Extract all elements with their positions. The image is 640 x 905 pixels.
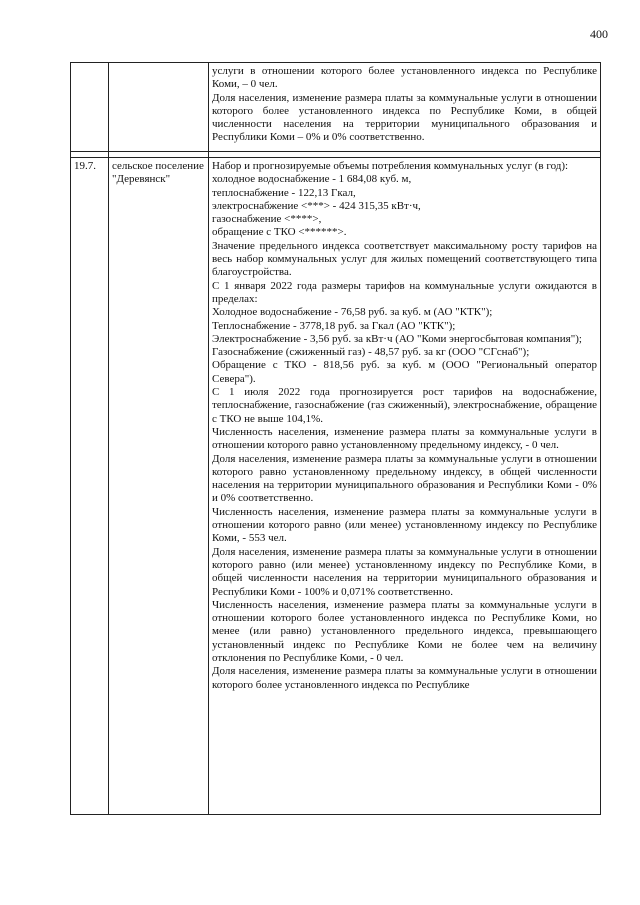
paragraph: обращение с ТКО <******>.	[212, 226, 347, 239]
settlement-cell	[109, 63, 209, 152]
paragraph: Электроснабжение - 3,56 руб. за кВт·ч (АО "Коми энергосбытовая компания");	[212, 332, 582, 345]
table-row	[71, 158, 601, 815]
paragraph: Обращение с ТКО - 818,56 руб. за куб. м (ООО "Региональный оператор Севера").	[212, 359, 597, 385]
paragraph: Холодное водоснабжение - 76,58 руб. за куб. м (АО "КТК");	[212, 306, 493, 319]
paragraph: Значение предельного индекса соответствует максимальному росту тарифов на весь набор коммунальных услуг для жилых помещений соответствующего типа благоустройства.	[212, 239, 597, 279]
table-row	[71, 63, 601, 152]
paragraph: Доля населения, изменение размера платы за коммунальные услуги в отношении которого более установленного индекса по Республике Коми, в общей численности населения на территории муниципального образования и Республики Коми – 0% и 0% соответственно.	[212, 91, 597, 144]
settlement-cell: сельское поселение "Деревянск"	[109, 158, 209, 815]
content-cell	[209, 63, 601, 152]
paragraph: электроснабжение <***> - 424 315,35 кВт·ч,	[212, 199, 421, 212]
paragraph: Численность населения, изменение размера платы за коммунальные услуги в отношении которого равно установленному предельному индексу, - 0 чел.	[212, 425, 597, 452]
paragraph: Численность населения, изменение размера платы за коммунальные услуги в отношении которого равно (или менее) установленному индексу по Республике Коми, - 553 чел.	[212, 505, 597, 545]
paragraph: Набор и прогнозируемые объемы потребления коммунальных услуг (в год):	[212, 160, 569, 172]
row-number-cell	[71, 63, 109, 152]
paragraph: газоснабжение <****>,	[212, 213, 322, 226]
paragraph: С 1 июля 2022 года прогнозируется рост тарифов на водоснабжение, теплоснабжение, газоснабжение (газ сжиженный), электроснабжение, обращение с ТКО не выше 104,1%.	[212, 386, 597, 425]
paragraph: Доля населения, изменение размера платы за коммунальные услуги в отношении которого более установленного индекса по Республике	[212, 665, 597, 691]
content-cell	[209, 158, 601, 815]
paragraph: холодное водоснабжение - 1 684,08 куб. м,	[212, 173, 412, 186]
document-table	[70, 62, 601, 815]
paragraph: теплоснабжение - 122,13 Гкал,	[212, 186, 356, 199]
paragraph: Доля населения, изменение размера платы за коммунальные услуги в отношении которого равно (или менее) установленному индексу по Республике Коми, в общей численности населения на территории муниципального образования и Республики Коми - 100% и 0,071% соответственно.	[212, 545, 597, 598]
row-number-cell: 19.7.	[71, 158, 109, 815]
paragraph: Газоснабжение (сжиженный газ) - 48,57 руб. за кг (ООО "СГснаб");	[212, 346, 530, 359]
page-number: 400	[590, 27, 608, 41]
paragraph: услуги в отношении которого более установленного индекса по Республике Коми, – 0 чел.	[212, 65, 597, 91]
paragraph: Теплоснабжение - 3778,18 руб. за Гкал (АО "КТК");	[212, 319, 456, 332]
paragraph: С 1 января 2022 года размеры тарифов на коммунальные услуги ожидаются в пределах:	[212, 279, 597, 305]
paragraph: Доля населения, изменение размера платы за коммунальные услуги в отношении которого равно установленному предельному индексу, в общей численности населения на территории муниципального образования и Республики Коми - 0% и 0% соответственно.	[212, 452, 597, 505]
paragraph: Численность населения, изменение размера платы за коммунальные услуги в отношении которого более установленного индекса по Республике Коми, но менее (или равно) установленного предельного индекса, превышающего установленный индекс по Республике Коми не более чем на величину отклонения по Республике Коми, - 0 чел.	[212, 598, 597, 664]
